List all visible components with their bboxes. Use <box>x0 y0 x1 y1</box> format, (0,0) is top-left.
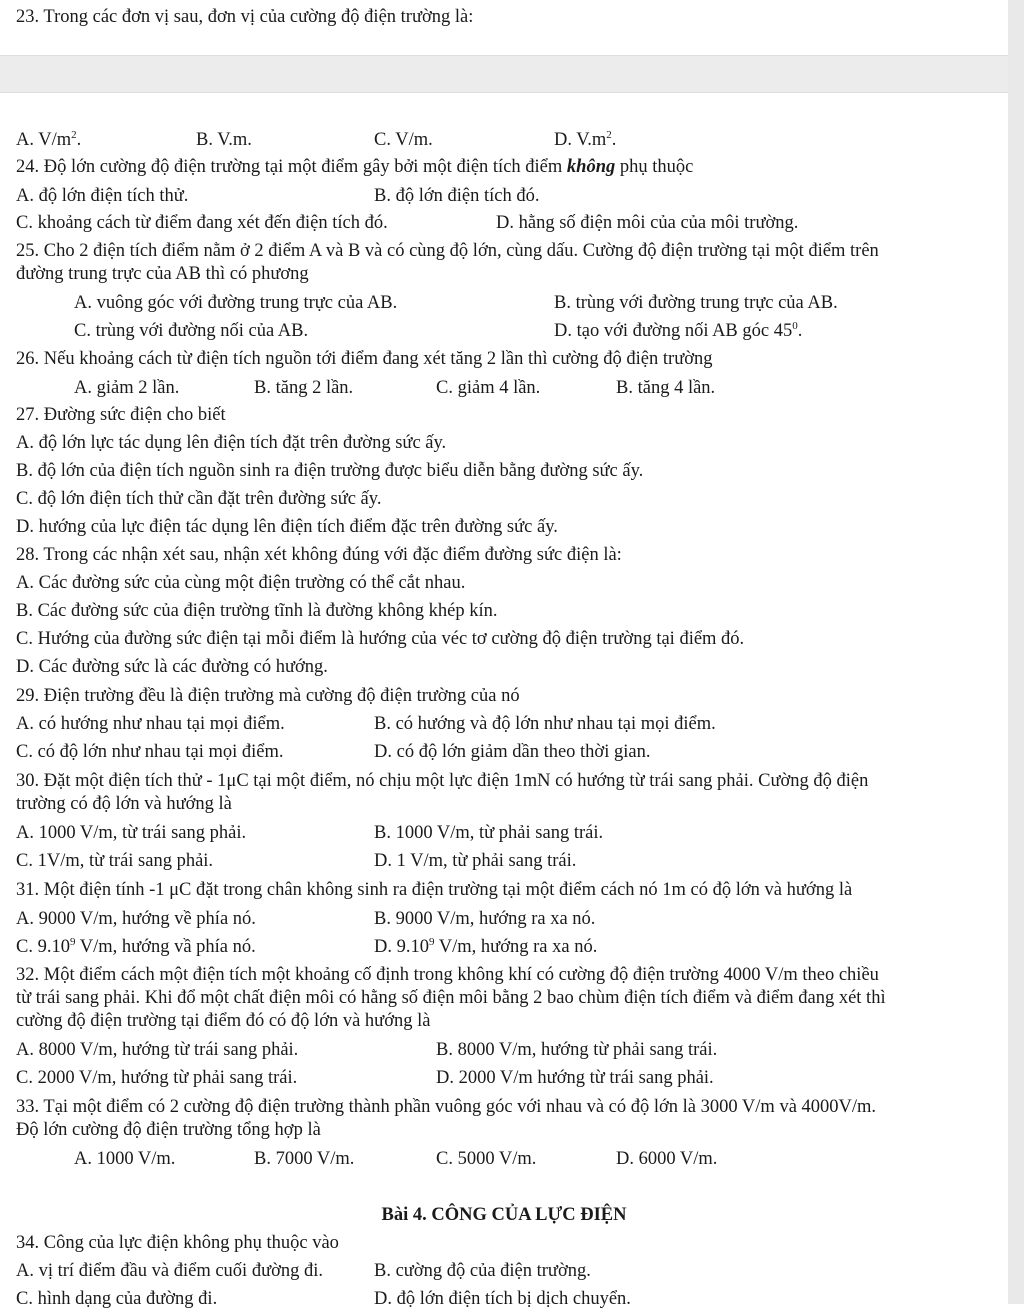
q33-option-b: B. 7000 V/m. <box>254 1149 355 1169</box>
q30-option-a: A. 1000 V/m, từ trái sang phải. <box>16 823 247 843</box>
q28-stem: 28. Trong các nhận xét sau, nhận xét không đúng với đặc điểm đường sức điện là: <box>16 545 622 565</box>
q27-stem: 27. Đường sức điện cho biết <box>16 405 226 425</box>
q25-stem-line-1: 25. Cho 2 điện tích điểm nằm ở 2 điểm A và B và có cùng độ lớn, cùng dấu. Cường độ điện trường tại một điểm trên <box>16 241 879 261</box>
q30-option-b: B. 1000 V/m, từ phải sang trái. <box>374 823 604 843</box>
q32-option-d: D. 2000 V/m hướng từ trái sang phải. <box>436 1068 714 1088</box>
q33-stem-line-1: 33. Tại một điểm có 2 cường độ điện trường thành phần vuông góc với nhau và có độ lớn là 3000 V/m và 4000V/m. <box>16 1097 877 1117</box>
q23-option-b: B. V.m. <box>196 130 252 150</box>
q34-stem: 34. Công của lực điện không phụ thuộc vào <box>16 1233 339 1253</box>
q29-option-c: C. có độ lớn như nhau tại mọi điểm. <box>16 742 284 762</box>
q34-option-c: C. hình dạng của đường đi. <box>16 1289 218 1309</box>
q27-option-c: C. độ lớn điện tích thử cần đặt trên đường sức ấy. <box>16 489 382 509</box>
q31-option-a: A. 9000 V/m, hướng về phía nó. <box>16 909 256 929</box>
q23-stem: 23. Trong các đơn vị sau, đơn vị của cường độ điện trường là: <box>16 7 474 27</box>
q25-option-b: B. trùng với đường trung trực của AB. <box>554 293 838 313</box>
q24-option-d: D. hằng số điện môi của của môi trường. <box>496 213 799 233</box>
q34-option-b: B. cường độ của điện trường. <box>374 1261 591 1281</box>
q32-stem-line-1: 32. Một điểm cách một điện tích một khoảng cố định trong không khí có cường độ điện trường 4000 V/m theo chiều <box>16 965 879 985</box>
q24-option-c: C. khoảng cách từ điểm đang xét đến điện tích đó. <box>16 213 388 233</box>
q32-option-c: C. 2000 V/m, hướng từ phải sang trái. <box>16 1068 298 1088</box>
q29-option-d: D. có độ lớn giảm dần theo thời gian. <box>374 742 651 762</box>
q27-option-b: B. độ lớn của điện tích nguồn sinh ra điện trường được biểu diễn bằng đường sức ấy. <box>16 461 644 481</box>
q26-option-c: C. giảm 4 lần. <box>436 378 541 398</box>
page-gap-band <box>0 55 1008 93</box>
q32-stem-line-3: cường độ điện trường tại điểm đó có độ lớn và hướng là <box>16 1011 431 1031</box>
q32-option-b: B. 8000 V/m, hướng từ phải sang trái. <box>436 1040 718 1060</box>
q27-option-a: A. độ lớn lực tác dụng lên điện tích đặt trên đường sức ấy. <box>16 433 447 453</box>
q33-option-a: A. 1000 V/m. <box>74 1149 176 1169</box>
q25-option-c: C. trùng với đường nối của AB. <box>74 321 309 341</box>
q29-option-b: B. có hướng và độ lớn như nhau tại mọi điểm. <box>374 714 716 734</box>
q32-stem-line-2: từ trái sang phải. Khi đổ một chất điện môi có hằng số điện môi bằng 2 bao chùm điện tích điểm và điểm đang xét thì <box>16 988 886 1008</box>
q33-option-c: C. 5000 V/m. <box>436 1149 537 1169</box>
q23-option-c: C. V/m. <box>374 130 433 150</box>
q34-option-a: A. vị trí điểm đầu và điểm cuối đường đi. <box>16 1261 324 1281</box>
q31-option-c: C. 9.10$^9$ V/m, hướng vầ phía nó. <box>16 936 256 957</box>
q25-stem-line-2: đường trung trực của AB thì có phương <box>16 264 309 284</box>
q25-option-d: D. tạo với đường nối AB góc $45^0$. <box>554 320 803 341</box>
q24-option-b: B. độ lớn điện tích đó. <box>374 186 540 206</box>
q24-stem: 24. Độ lớn cường độ điện trường tại một điểm gây bởi một điện tích điểm không phụ thuộc <box>16 157 694 177</box>
q23-option-a: A. $V/m^2$. <box>16 129 82 150</box>
q26-option-d: B. tăng 4 lần. <box>616 378 716 398</box>
section-title: Bài 4. CÔNG CỦA LỰC ĐIỆN <box>381 1205 627 1225</box>
q33-stem-line-2: Độ lớn cường độ điện trường tổng hợp là <box>16 1120 321 1140</box>
q28-option-c: C. Hướng của đường sức điện tại mỗi điểm là hướng của véc tơ cường độ điện trường tại điểm đó. <box>16 629 745 649</box>
q30-option-c: C. 1V/m, từ trái sang phải. <box>16 851 214 871</box>
q28-option-d: D. Các đường sức là các đường có hướng. <box>16 657 328 677</box>
q23-option-d: D. $V.m^2$. <box>554 129 617 150</box>
q33-option-d: D. 6000 V/m. <box>616 1149 718 1169</box>
q26-stem: 26. Nếu khoảng cách từ điện tích nguồn tới điểm đang xét tăng 2 lần thì cường độ điện trường <box>16 349 713 369</box>
q30-stem-line-1: 30. Đặt một điện tích thử - 1μC tại một điểm, nó chịu một lực điện 1mN có hướng từ trái sang phải. Cường độ điện <box>16 771 869 791</box>
q31-option-d: D. 9.10$^9$ V/m, hướng ra xa nó. <box>374 936 598 957</box>
q28-option-a: A. Các đường sức của cùng một điện trường có thể cắt nhau. <box>16 573 466 593</box>
right-scroll-strip <box>1008 0 1024 1304</box>
q30-stem-line-2: trường có độ lớn và hướng là <box>16 794 232 814</box>
q30-option-d: D. 1 V/m, từ phải sang trái. <box>374 851 577 871</box>
q26-option-b: B. tăng 2 lần. <box>254 378 354 398</box>
q27-option-d: D. hướng của lực điện tác dụng lên điện tích điểm đặc trên đường sức ấy. <box>16 517 558 537</box>
q29-option-a: A. có hướng như nhau tại mọi điểm. <box>16 714 285 734</box>
q24-option-a: A. độ lớn điện tích thử. <box>16 186 189 206</box>
q25-option-a: A. vuông góc với đường trung trực của AB. <box>74 293 398 313</box>
q28-option-b: B. Các đường sức của điện trường tĩnh là đường không khép kín. <box>16 601 498 621</box>
q31-stem: 31. Một điện tính -1 μC đặt trong chân không sinh ra điện trường tại một điểm cách nó 1m có độ lớn và hướng là <box>16 880 853 900</box>
q29-stem: 29. Điện trường đều là điện trường mà cường độ điện trường của nó <box>16 686 520 706</box>
q31-option-b: B. 9000 V/m, hướng ra xa nó. <box>374 909 596 929</box>
q34-option-d: D. độ lớn điện tích bị dịch chuyển. <box>374 1289 631 1309</box>
q32-option-a: A. 8000 V/m, hướng từ trái sang phải. <box>16 1040 299 1060</box>
q26-option-a: A. giảm 2 lần. <box>74 378 180 398</box>
